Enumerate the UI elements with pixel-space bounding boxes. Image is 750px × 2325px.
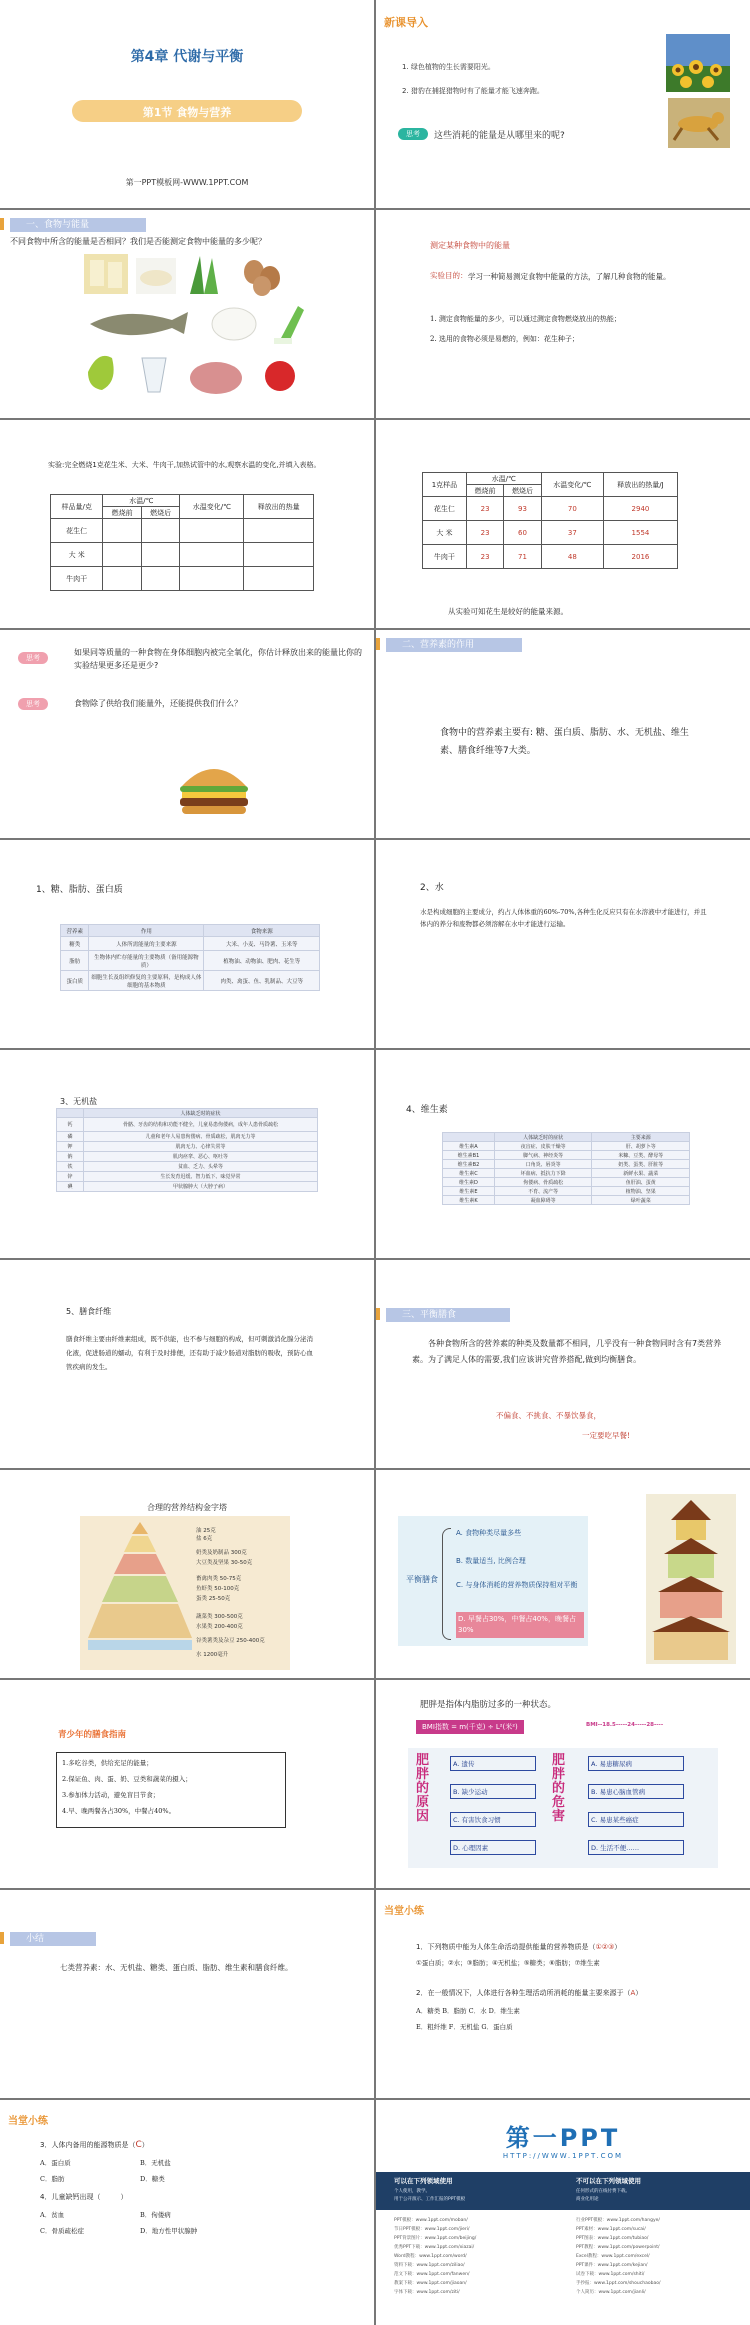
usage-forbidden-line: 商业化用途 xyxy=(576,2197,599,2202)
accent-bar xyxy=(0,218,4,230)
cell-heat: 1554 xyxy=(603,521,677,545)
measure-item-1: 1. 测定食物能量的多少，可以通过测定食物燃烧放出的热能； xyxy=(430,315,621,323)
section-tag: 小结 xyxy=(10,1932,96,1946)
slide-macronutrients xyxy=(0,840,374,1048)
principle-item: B. 数量适当, 比例合理 xyxy=(456,1557,526,1565)
aim-text: 学习一种简易测定食物中能量的方法，了解几种食物的能量。 xyxy=(468,272,671,281)
cell: 脂肪 xyxy=(61,951,89,971)
question-4 xyxy=(40,2192,127,2202)
cell-after: 60 xyxy=(504,521,541,545)
think-question-1: 如果同等质量的一种食物在身体细胞内被完全氧化，你估计释放出来的能量比你的实验结果更多还是更少? xyxy=(74,648,362,670)
cell: 佝偻病、骨质疏松 xyxy=(494,1178,592,1187)
links-right xyxy=(576,2216,746,2297)
usage-allowed-title: 可以在下列领域使用 xyxy=(394,2177,453,2185)
teen-guide-title: 青少年的膳食指南 xyxy=(58,1730,127,1740)
question-text-end: ） xyxy=(635,1989,643,1997)
slide-water xyxy=(376,840,750,1048)
macro-title: 1、糖、脂肪、蛋白质 xyxy=(36,885,123,895)
measure-item-2: 2. 选用的食物必须是易燃的，例如：花生种子； xyxy=(430,335,579,343)
question-1: 1．下列物质中能为人体生命活动提供能量的营养物质是（①②③） xyxy=(416,1943,622,1951)
obesity-title: 肥胖是指体内脂肪过多的一种状态。 xyxy=(420,1700,557,1710)
cell: 钙 xyxy=(57,1118,84,1132)
link[interactable]: 行业PPT模板：www.1ppt.com/hangye/ xyxy=(576,2218,660,2223)
cell: 甲状腺肿大（大脖子病） xyxy=(84,1182,318,1192)
cell: 米糠、豆类、酵母等 xyxy=(592,1151,690,1160)
guide-item: 2.保证鱼、肉、蛋、奶、豆类和蔬菜的摄入； xyxy=(62,1775,192,1783)
slide-nutrients xyxy=(376,630,750,838)
link[interactable]: 手抄报：www.1ppt.com/shouchaobao/ xyxy=(576,2281,661,2286)
cell: 植物油、动物油、肥肉、花生等 xyxy=(204,951,320,971)
cell: 维生素B1 xyxy=(443,1151,495,1160)
header-cell: 人体缺乏时的症状 xyxy=(494,1133,592,1142)
slide-think xyxy=(0,630,374,838)
pyramid-layer: 水果类 200-400克 xyxy=(196,1624,243,1630)
header-change: 水温变化/℃ xyxy=(180,495,244,519)
intro-question: 这些消耗的能量是从哪里来的呢? xyxy=(434,131,565,141)
cell: 儿童和老年人易患佝偻病、骨质疏松，肌肉无力等 xyxy=(84,1132,318,1142)
summary-text: 七类营养素：水、无机盐、糖类、蛋白质、脂肪、维生素和膳食纤维。 xyxy=(60,1963,293,1972)
results-table xyxy=(422,472,678,569)
pyramid-layer: 谷类薯类及杂豆 250-400克 xyxy=(196,1638,265,1644)
accent-bar xyxy=(376,638,380,650)
header-after: 燃烧后 xyxy=(141,507,180,519)
fiber-title: 5、膳食纤维 xyxy=(66,1307,112,1316)
fiber-text: 膳食纤维主要由纤维素组成，既不供能，也不参与细胞的构成，但可刺激消化腺分泌消化液，促进肠道的蠕动，有利于及时排便，还有助于减少肠道对脂肪的吸收，预防心血管疾病的发生。 xyxy=(66,1335,313,1371)
link[interactable]: PPT背景图片：www.1ppt.com/beijing/ xyxy=(394,2236,477,2241)
header-after: 燃烧后 xyxy=(504,485,541,497)
cell: 骨骼、牙齿的结构和功能不健全，儿童易患佝偻病，成年人患骨质疏松 xyxy=(84,1118,318,1132)
hamburger-image xyxy=(176,758,252,818)
slide-balanced-principles xyxy=(376,1470,750,1678)
pyramid-layer: 盐 6克 xyxy=(196,1536,213,1542)
header-cell: 主要来源 xyxy=(592,1133,690,1142)
chapter-title: 第4章 代谢与平衡 xyxy=(130,49,244,65)
link[interactable]: Excel教程：www.1ppt.com/excel/ xyxy=(576,2254,650,2259)
cell-before: 23 xyxy=(466,497,503,521)
slide-balanced-diet xyxy=(376,1260,750,1468)
answer: A xyxy=(630,1989,636,1997)
cell: 铁 xyxy=(57,1162,84,1172)
principle-item: C. 与身体消耗的营养物质保持相对平衡 xyxy=(456,1581,578,1589)
question-3 xyxy=(40,2140,149,2150)
cell: 奶类、蛋类、肝脏等 xyxy=(592,1160,690,1169)
header-sample: 1克样品 xyxy=(423,473,467,497)
cell-after: 93 xyxy=(504,497,541,521)
cell: 维生素D xyxy=(443,1178,495,1187)
header-change: 水温变化/℃ xyxy=(541,473,603,497)
pyramid-layer: 水 1200毫升 xyxy=(196,1652,229,1658)
cell: 人体所需能量的主要来源 xyxy=(89,937,204,951)
slide-minerals xyxy=(0,1050,374,1258)
option: C．脂肪 xyxy=(40,2175,65,2183)
balanced-diet-text: 各种食物所含的营养素的种类及数量都不相同，几乎没有一种食物同时含有7类营养素。为了满足人体的需要,我们应该讲究营养搭配,做到均衡膳食。 xyxy=(412,1339,722,1364)
pyramid-layer: 鱼虾类 50-100克 xyxy=(196,1586,240,1592)
cell: 不育、流产等 xyxy=(494,1187,592,1196)
nutrients-text: 食物中的营养素主要有: 糖、蛋白质、脂肪、水、无机盐、维生素、膳食纤维等7大类。 xyxy=(440,728,689,756)
link[interactable]: 个人简历：www.1ppt.com/jianli/ xyxy=(576,2290,646,2295)
section-tag: 三、平衡膳食 xyxy=(386,1308,510,1322)
table-row-label: 牛肉干 xyxy=(51,567,103,591)
food-pyramid-graphic xyxy=(84,1522,196,1652)
link[interactable]: PPT模板：www.1ppt.com/moban/ xyxy=(394,2218,468,2223)
cell-after: 71 xyxy=(504,545,541,569)
harm-item: C. 易患某些癌症 xyxy=(588,1812,684,1827)
header-water-temp: 水温/℃ xyxy=(103,495,180,507)
header-water-temp: 水温/℃ xyxy=(466,473,541,485)
question-text-end: ） xyxy=(120,2193,128,2201)
cell: 磷 xyxy=(57,1132,84,1142)
option: A．蛋白质 xyxy=(40,2159,71,2167)
slide-measure-energy xyxy=(376,210,750,418)
header-cell: 营养素 xyxy=(61,925,89,937)
links-left xyxy=(394,2216,564,2297)
link[interactable]: PPT教程：www.1ppt.com/powerpoint/ xyxy=(576,2245,660,2250)
site-logo: 第一PPT xyxy=(505,2124,621,2152)
harm-item: D. 生活不便…… xyxy=(588,1840,684,1855)
cell: 夜盲症、皮肤干燥等 xyxy=(494,1142,592,1151)
experiment-conclusion: 从实验可知花生是较好的能量来源。 xyxy=(448,607,568,616)
usage-forbidden-line: 任何形式的在线付费下载。 xyxy=(576,2189,630,2194)
brace xyxy=(442,1528,451,1640)
slide-vitamins xyxy=(376,1050,750,1258)
link[interactable]: PPT课件：www.1ppt.com/kejian/ xyxy=(576,2263,648,2268)
answer: ①②③ xyxy=(595,1943,615,1951)
cell: 植物油、坚果 xyxy=(592,1187,690,1196)
pyramid-layer: 油 25克 xyxy=(196,1528,216,1534)
cell-heat: 2016 xyxy=(603,545,677,569)
cause-title: 肥胖的原因 xyxy=(416,1753,430,1824)
vitamins-title: 4、维生素 xyxy=(406,1105,448,1115)
cell: 口角炎、唇炎等 xyxy=(494,1160,592,1169)
link[interactable]: PPT素材：www.1ppt.com/sucai/ xyxy=(576,2227,646,2232)
macro-table xyxy=(60,924,320,991)
cell: 糖类 xyxy=(61,937,89,951)
slide-experiment-table xyxy=(0,420,374,628)
cell: 坏血病、抵抗力下降 xyxy=(494,1169,592,1178)
table-row-label: 大 米 xyxy=(423,521,467,545)
water-text: 水是构成细胞的主要成分，约占人体体重的60%-70%,各种生化反应只有在水溶液中才能进行，并且体内的养分和废物都必须溶解在水中才能进行运输。 xyxy=(420,908,707,928)
cell-change: 37 xyxy=(541,521,603,545)
minerals-table xyxy=(56,1108,318,1192)
sunflower-image xyxy=(666,34,730,92)
slide-pyramid xyxy=(0,1470,374,1678)
link[interactable]: 试卷下载：www.1ppt.com/shiti/ xyxy=(576,2272,645,2277)
guide-item: 1.多吃谷类，供给充足的能量； xyxy=(62,1759,153,1767)
principle-item: A. 食物种类尽量多些 xyxy=(456,1529,522,1537)
practice-title: 当堂小练 xyxy=(8,2116,48,2127)
cell: 维生素A xyxy=(443,1142,495,1151)
harm-item: B. 易患心脑血管病 xyxy=(588,1784,684,1799)
accent-bar xyxy=(376,1308,380,1320)
link[interactable]: 字体下载：www.1ppt.com/ziti/ xyxy=(394,2290,460,2295)
think-badge: 思考 xyxy=(18,698,48,710)
slide-food-energy xyxy=(0,210,374,418)
harm-title: 肥胖的危害 xyxy=(552,1753,566,1824)
question-2-options: E．粗纤维 F．无机盐 G．蛋白质 xyxy=(416,2023,513,2031)
question-2-options: A．糖类 B．脂肪 C．水 D．维生素 xyxy=(416,2007,520,2015)
pyramid-layer: 畜禽肉类 50-75克 xyxy=(196,1576,242,1582)
slide-fiber xyxy=(0,1260,374,1468)
table-row-label: 花生仁 xyxy=(423,497,467,521)
slide-intro xyxy=(376,0,750,208)
usage-forbidden-title: 不可以在下列领域使用 xyxy=(576,2177,641,2185)
section-tag: 二、营养素的作用 xyxy=(386,638,522,652)
principle-item-highlight: D. 早餐占30%，中餐占40%，晚餐占30% xyxy=(456,1612,584,1638)
question-2 xyxy=(416,1988,642,1998)
table-row-label: 花生仁 xyxy=(51,519,103,543)
blank-data-table xyxy=(50,494,314,591)
cell: 维生素K xyxy=(443,1196,495,1205)
slide-practice-1 xyxy=(376,1890,750,2098)
site-footer: 第一PPT模板网-WWW.1PPT.COM xyxy=(125,178,249,187)
link[interactable]: 资料下载：www.1ppt.com/ziliao/ xyxy=(394,2263,465,2268)
header-before: 燃烧前 xyxy=(103,507,142,519)
cell: 肉类、禽蛋、鱼、乳制品、大豆等 xyxy=(204,971,320,991)
cell: 钾 xyxy=(57,1142,84,1152)
cause-item: D. 心理因素 xyxy=(450,1840,536,1855)
option: B．佝偻病 xyxy=(140,2211,171,2219)
link[interactable]: 教案下载：www.1ppt.com/jiaoan/ xyxy=(394,2281,467,2286)
section-tag: 一、食物与能量 xyxy=(10,218,146,232)
pyramid-layer: 奶类及奶制品 300克 xyxy=(196,1550,247,1556)
answer: C xyxy=(135,2140,142,2150)
think-badge: 思考 xyxy=(398,128,428,140)
cell: 钠 xyxy=(57,1152,84,1162)
guide-item: 3.参加体力活动，避免盲目节食； xyxy=(62,1791,160,1799)
header-cell: 作用 xyxy=(89,925,204,937)
cell: 细胞生长及组织修复的主要原料，是构成人体细胞的基本物质 xyxy=(89,971,204,991)
pyramid-layer: 大豆类及坚果 30-50克 xyxy=(196,1560,253,1566)
cell: 生物体内贮存能量的主要物质（备用能源物质） xyxy=(89,951,204,971)
cell: 维生素E xyxy=(443,1187,495,1196)
section-title: 第1节 食物与营养 xyxy=(142,106,232,119)
cell-change: 48 xyxy=(541,545,603,569)
slide-results-table xyxy=(376,420,750,628)
cell: 绿叶蔬菜 xyxy=(592,1196,690,1205)
question-text: 4．儿童缺钙出现（ xyxy=(40,2193,101,2201)
header-sample: 样品量/克 xyxy=(51,495,103,519)
intro-item-2: 2. 猎豹在捕捉猎物时有了能量才能飞速奔跑。 xyxy=(402,87,544,95)
question-text: 3．人体内备用的能源物质是（ xyxy=(40,2141,136,2149)
cell: 碘 xyxy=(57,1182,84,1192)
table-row-label: 大 米 xyxy=(51,543,103,567)
aim-label: 实验目的： xyxy=(430,271,468,280)
cell: 贫血、乏力、头晕等 xyxy=(84,1162,318,1172)
cell-before: 23 xyxy=(466,545,503,569)
option: B．无机盐 xyxy=(140,2159,171,2167)
cell-change: 70 xyxy=(541,497,603,521)
food-images xyxy=(84,254,314,404)
cell: 大米、小麦、马铃薯、玉米等 xyxy=(204,937,320,951)
slogan-1: 不偏食、不挑食、不暴饮暴食， xyxy=(496,1411,601,1420)
cell: 肌肉痉挛、恶心、呕吐等 xyxy=(84,1152,318,1162)
question-text-end: ） xyxy=(141,2141,149,2149)
option: D．地方性甲状腺肿 xyxy=(140,2227,198,2235)
site-url: HTTP://WWW.1PPT.COM xyxy=(502,2152,624,2160)
option: D．糖类 xyxy=(140,2175,165,2183)
header-cell xyxy=(57,1109,84,1118)
pyramid-title: 合理的营养结构金字塔 xyxy=(147,1503,227,1512)
link[interactable]: 优秀PPT下载：www.1ppt.com/xiazai/ xyxy=(394,2245,475,2250)
header-heat: 释放出的热量 xyxy=(244,495,314,519)
slide-promo xyxy=(376,2100,750,2325)
think-badge: 思考 xyxy=(18,652,48,664)
link[interactable]: 节日PPT模板：www.1ppt.com/jieri/ xyxy=(394,2227,470,2232)
slide-title xyxy=(0,0,374,208)
cell: 新鲜水果、蔬菜 xyxy=(592,1169,690,1178)
food-energy-question: 不同食物中所含的能量是否相同？我们是否能测定食物中能量的多少呢？ xyxy=(10,237,266,246)
minerals-title: 3、无机盐 xyxy=(60,1097,98,1106)
slide-practice-2 xyxy=(0,2100,374,2325)
usage-allowed-line: 个人使用，教学。 xyxy=(394,2189,430,2194)
harm-item: A. 易患糖尿病 xyxy=(588,1756,684,1771)
water-title: 2、水 xyxy=(420,883,444,893)
header-before: 燃烧前 xyxy=(466,485,503,497)
header-cell: 人体缺乏时的症状 xyxy=(84,1109,318,1118)
cell: 蛋白质 xyxy=(61,971,89,991)
cell: 肝、胡萝卜等 xyxy=(592,1142,690,1151)
slide-heading: 新课导入 xyxy=(384,16,428,29)
slide-teen-guide xyxy=(0,1680,374,1888)
intro-item-1: 1. 绿色植物的生长需要阳光。 xyxy=(402,63,495,71)
food-pagoda-graphic xyxy=(646,1494,736,1664)
header-heat: 释放出的热量/J xyxy=(603,473,677,497)
cell: 维生素C xyxy=(443,1169,495,1178)
header-cell xyxy=(443,1133,495,1142)
vitamins-table xyxy=(442,1132,690,1205)
cell: 锌 xyxy=(57,1172,84,1182)
think-question-2: 食物除了供给我们能量外，还能提供我们什么？ xyxy=(74,699,242,708)
bmi-scale: BMI--18.5-----24-----28---- xyxy=(586,1722,664,1728)
pyramid-layer: 蔬菜类 300-500克 xyxy=(196,1614,243,1620)
cell: 鱼肝油、蛋黄 xyxy=(592,1178,690,1187)
cheetah-image xyxy=(668,98,730,148)
accent-bar xyxy=(0,1932,4,1944)
slide-obesity xyxy=(376,1680,750,1888)
option: C．骨质疏松症 xyxy=(40,2227,84,2235)
slide-summary xyxy=(0,1890,374,2098)
experiment-desc: 实验:完全燃烧1克花生米、大米、牛肉干,加热试管中的水,观察水温的变化,并填入表格。 xyxy=(48,461,321,469)
usage-allowed-line: 用于公开演示、工作汇报的PPT模板 xyxy=(394,2197,466,2202)
link[interactable]: PPT图表：www.1ppt.com/tubiao/ xyxy=(576,2236,649,2241)
cause-item: C. 有害饮食习惯 xyxy=(450,1812,536,1827)
pyramid-layer: 蛋类 25-50克 xyxy=(196,1596,231,1602)
bmi-formula: BMI指数 = m(千克) ÷ L²(米²) xyxy=(416,1720,524,1734)
link[interactable]: Word教程：www.1ppt.com/word/ xyxy=(394,2254,467,2259)
question-1-options: ①蛋白质；②水；③脂肪；④无机盐；⑤糖类；⑥脂肪；⑦维生素 xyxy=(416,1959,600,1967)
cause-item: B. 缺少运动 xyxy=(450,1784,536,1799)
cell: 维生素B2 xyxy=(443,1160,495,1169)
header-cell: 食物来源 xyxy=(204,925,320,937)
guide-item: 4.早、晚两餐各占30%，中餐占40%。 xyxy=(62,1807,176,1815)
cell: 生长发育迟缓、智力低下、味觉异常 xyxy=(84,1172,318,1182)
table-row-label: 牛肉干 xyxy=(423,545,467,569)
link[interactable]: 范文下载：www.1ppt.com/fanwen/ xyxy=(394,2272,470,2277)
slogan-2: 一定要吃早餐! xyxy=(582,1431,631,1440)
cell: 脚气病、神经炎等 xyxy=(494,1151,592,1160)
cell-heat: 2940 xyxy=(603,497,677,521)
principles-center: 平衡膳食 xyxy=(406,1575,438,1584)
practice-title: 当堂小练 xyxy=(384,1906,424,1917)
option: A．贫血 xyxy=(40,2211,65,2219)
question-text: 1．下列物质中能为人体生命活动提供能量的营养物质是 xyxy=(416,1943,589,1951)
measure-title: 测定某种食物中的能量 xyxy=(430,241,510,250)
cause-item: A. 遗传 xyxy=(450,1756,536,1771)
cell: 凝血障碍等 xyxy=(494,1196,592,1205)
cell-before: 23 xyxy=(466,521,503,545)
cell: 肌肉无力、心律失常等 xyxy=(84,1142,318,1152)
question-text: 2．在一般情况下，人体进行各种生理活动所消耗的能量主要来源于（ xyxy=(416,1989,631,1997)
